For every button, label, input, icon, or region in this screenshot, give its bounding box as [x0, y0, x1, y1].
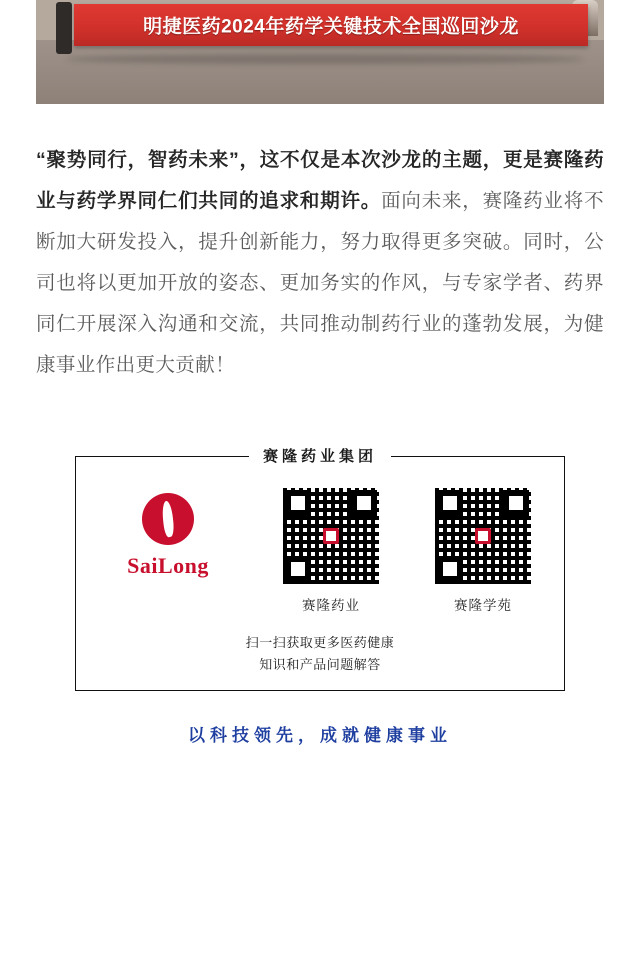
qrcode-finder-icon	[285, 556, 311, 582]
qrcode-logo-icon	[323, 528, 339, 544]
qrcode-block-2[interactable]	[428, 487, 538, 614]
red-banner	[74, 4, 588, 46]
qrcode-label-2: 赛隆学苑	[454, 598, 512, 613]
qrcode-image-2[interactable]	[434, 487, 532, 585]
company-card-title: 赛隆药业集团	[249, 445, 391, 466]
company-card-content	[76, 457, 564, 614]
company-card	[75, 448, 565, 691]
article-body	[36, 140, 604, 386]
qrcode-logo-icon	[475, 528, 491, 544]
qrcode-image-1[interactable]	[282, 487, 380, 585]
company-slogan: 以科技领先，成就健康事业	[188, 726, 452, 745]
card-caption	[76, 632, 564, 676]
company-wordmark: SaiLong	[127, 553, 209, 578]
event-banner-photo	[36, 0, 604, 104]
banner-stand-left	[56, 2, 72, 54]
card-caption-line-1: 扫一扫获取更多医药健康	[245, 635, 395, 650]
qrcode-label-1: 赛隆药业	[302, 598, 360, 613]
sailong-logo-icon	[142, 493, 194, 545]
company-logo-block	[102, 487, 234, 579]
qrcode-block-1[interactable]	[276, 487, 386, 614]
article-text: 面向未来，赛隆药业将不断加大研发投入，提升创新能力，努力取得更多突破。同时，公司也将以更加开放的姿态、更加务实的作风，与专家学者、药界同仁开展深入沟通和交流，共同推动制药行业的蓬勃发展，为健康事业作出更大贡献！	[36, 190, 604, 376]
photo-shadow	[66, 54, 584, 64]
banner-headline-text: 明捷医药2024年药学关键技术全国巡回沙龙	[143, 16, 519, 38]
card-caption-line-2: 知识和产品问题解答	[259, 657, 381, 672]
article-emphasis: “聚势同行，智药未来”，这不仅是本次沙龙的主题，更是赛隆药业与药学界同仁们共同的追求和期许。	[36, 149, 604, 212]
qrcode-finder-icon	[437, 556, 463, 582]
